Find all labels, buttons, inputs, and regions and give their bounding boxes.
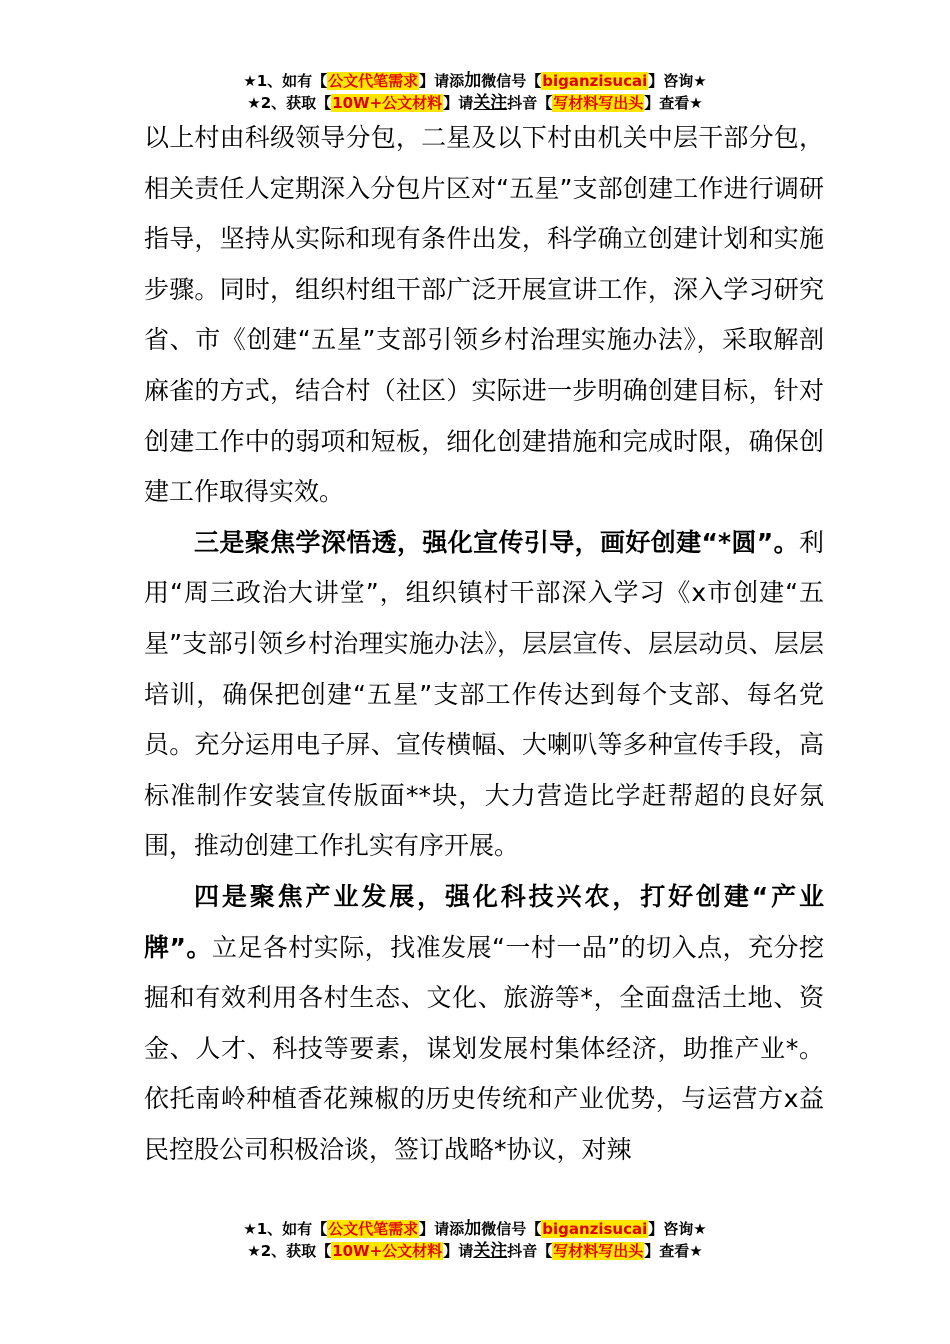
banner-text: 微信号【 xyxy=(481,1220,542,1238)
banner-text: 加 xyxy=(464,1219,482,1239)
paragraph-1: 以上村由科级领导分包，二星及以下村由机关中层干部分包，相关责任人定期深入分包片区对“五星”支部创建工作进行调研指导，坚持从实际和现有条件出发，科学确立创建计划和实施步骤。同时，组织村组干部广泛开展宣讲工作，深入学习研究省、市《创建“五星”支部引领乡村治理实施办法》，采取解剖麻雀的方式，结合村（社区）实际进一步明确创建目标，针对创建工作中的弱项和短板，细化创建措施和完成时限，确保创建工作取得实效。 xyxy=(144,123,824,507)
banner-text: 】请添 xyxy=(419,72,465,90)
banner-line-1 xyxy=(0,1218,950,1240)
document-body xyxy=(144,113,824,1175)
banner-text: 】请 xyxy=(443,1242,474,1260)
banner-text: 】请添 xyxy=(419,1220,465,1238)
banner-text: 微信号【 xyxy=(481,72,542,90)
banner-text: 】查看★ xyxy=(644,94,703,112)
highlight-service: 公文代笔需求 xyxy=(328,1220,419,1238)
banner-line-2 xyxy=(0,1240,950,1262)
highlight-douyin: 写材料写出头 xyxy=(553,94,644,112)
banner-text: 抖音【 xyxy=(507,94,553,112)
paragraph-2-text: 利用“周三政治大讲堂”，组织镇村干部深入学习《x市创建“五星”支部引领乡村治理实施办法》，层层宣传、层层动员、层层培训，确保把创建“五星”支部工作传达到每个支部、每名党员。充分运用电子屏、宣传横幅、大喇叭等多种宣传手段，高标准制作安装宣传版面**块，大力营造比学赶帮超的良好氛围，推动创建工作扎实有序开展。 xyxy=(144,527,824,861)
banner-text: ★2、获取【 xyxy=(247,1242,332,1260)
highlight-wechat-id: biganzisucai xyxy=(542,1220,648,1238)
banner-text: 】请 xyxy=(443,94,474,112)
banner-text: 关注 xyxy=(473,1241,508,1261)
highlight-materials: 10W+公文材料 xyxy=(332,1242,443,1260)
paragraph-2 xyxy=(144,518,824,872)
paragraph-3 xyxy=(144,872,824,1176)
banner-line-1 xyxy=(0,70,950,92)
highlight-wechat-id: biganzisucai xyxy=(542,72,648,90)
banner-text: 】查看★ xyxy=(644,1242,703,1260)
banner-line-2 xyxy=(0,92,950,114)
banner-text: 抖音【 xyxy=(507,1242,553,1260)
highlight-service: 公文代笔需求 xyxy=(328,72,419,90)
banner-text: 关注 xyxy=(473,93,508,113)
banner-text: 加 xyxy=(464,71,482,91)
paragraph-3-heading: 四是聚焦产业发展，强化科技兴农，打好创建“产业牌”。 xyxy=(144,881,824,962)
banner-text: ★1、如有【 xyxy=(243,72,328,90)
header-banner xyxy=(0,70,950,114)
highlight-douyin: 写材料写出头 xyxy=(553,1242,644,1260)
banner-text: ★2、获取【 xyxy=(247,94,332,112)
banner-text: ★1、如有【 xyxy=(243,1220,328,1238)
footer-banner xyxy=(0,1218,950,1262)
paragraph-3-text: 立足各村实际，找准发展“一村一品”的切入点，充分挖掘和有效利用各村生态、文化、旅游等*，全面盘活土地、资金、人才、科技等要素，谋划发展村集体经济，助推产业*。依托南岭种植香花辣椒的历史传统和产业优势，与运营方x益民控股公司积极洽谈，签订战略*协议，对辣 xyxy=(144,932,824,1164)
banner-text: 】咨询★ xyxy=(648,1220,707,1238)
banner-text: 】咨询★ xyxy=(648,72,707,90)
paragraph-2-heading: 三是聚焦学深悟透，强化宣传引导，画好创建“*圆”。 xyxy=(194,527,799,557)
highlight-materials: 10W+公文材料 xyxy=(332,94,443,112)
